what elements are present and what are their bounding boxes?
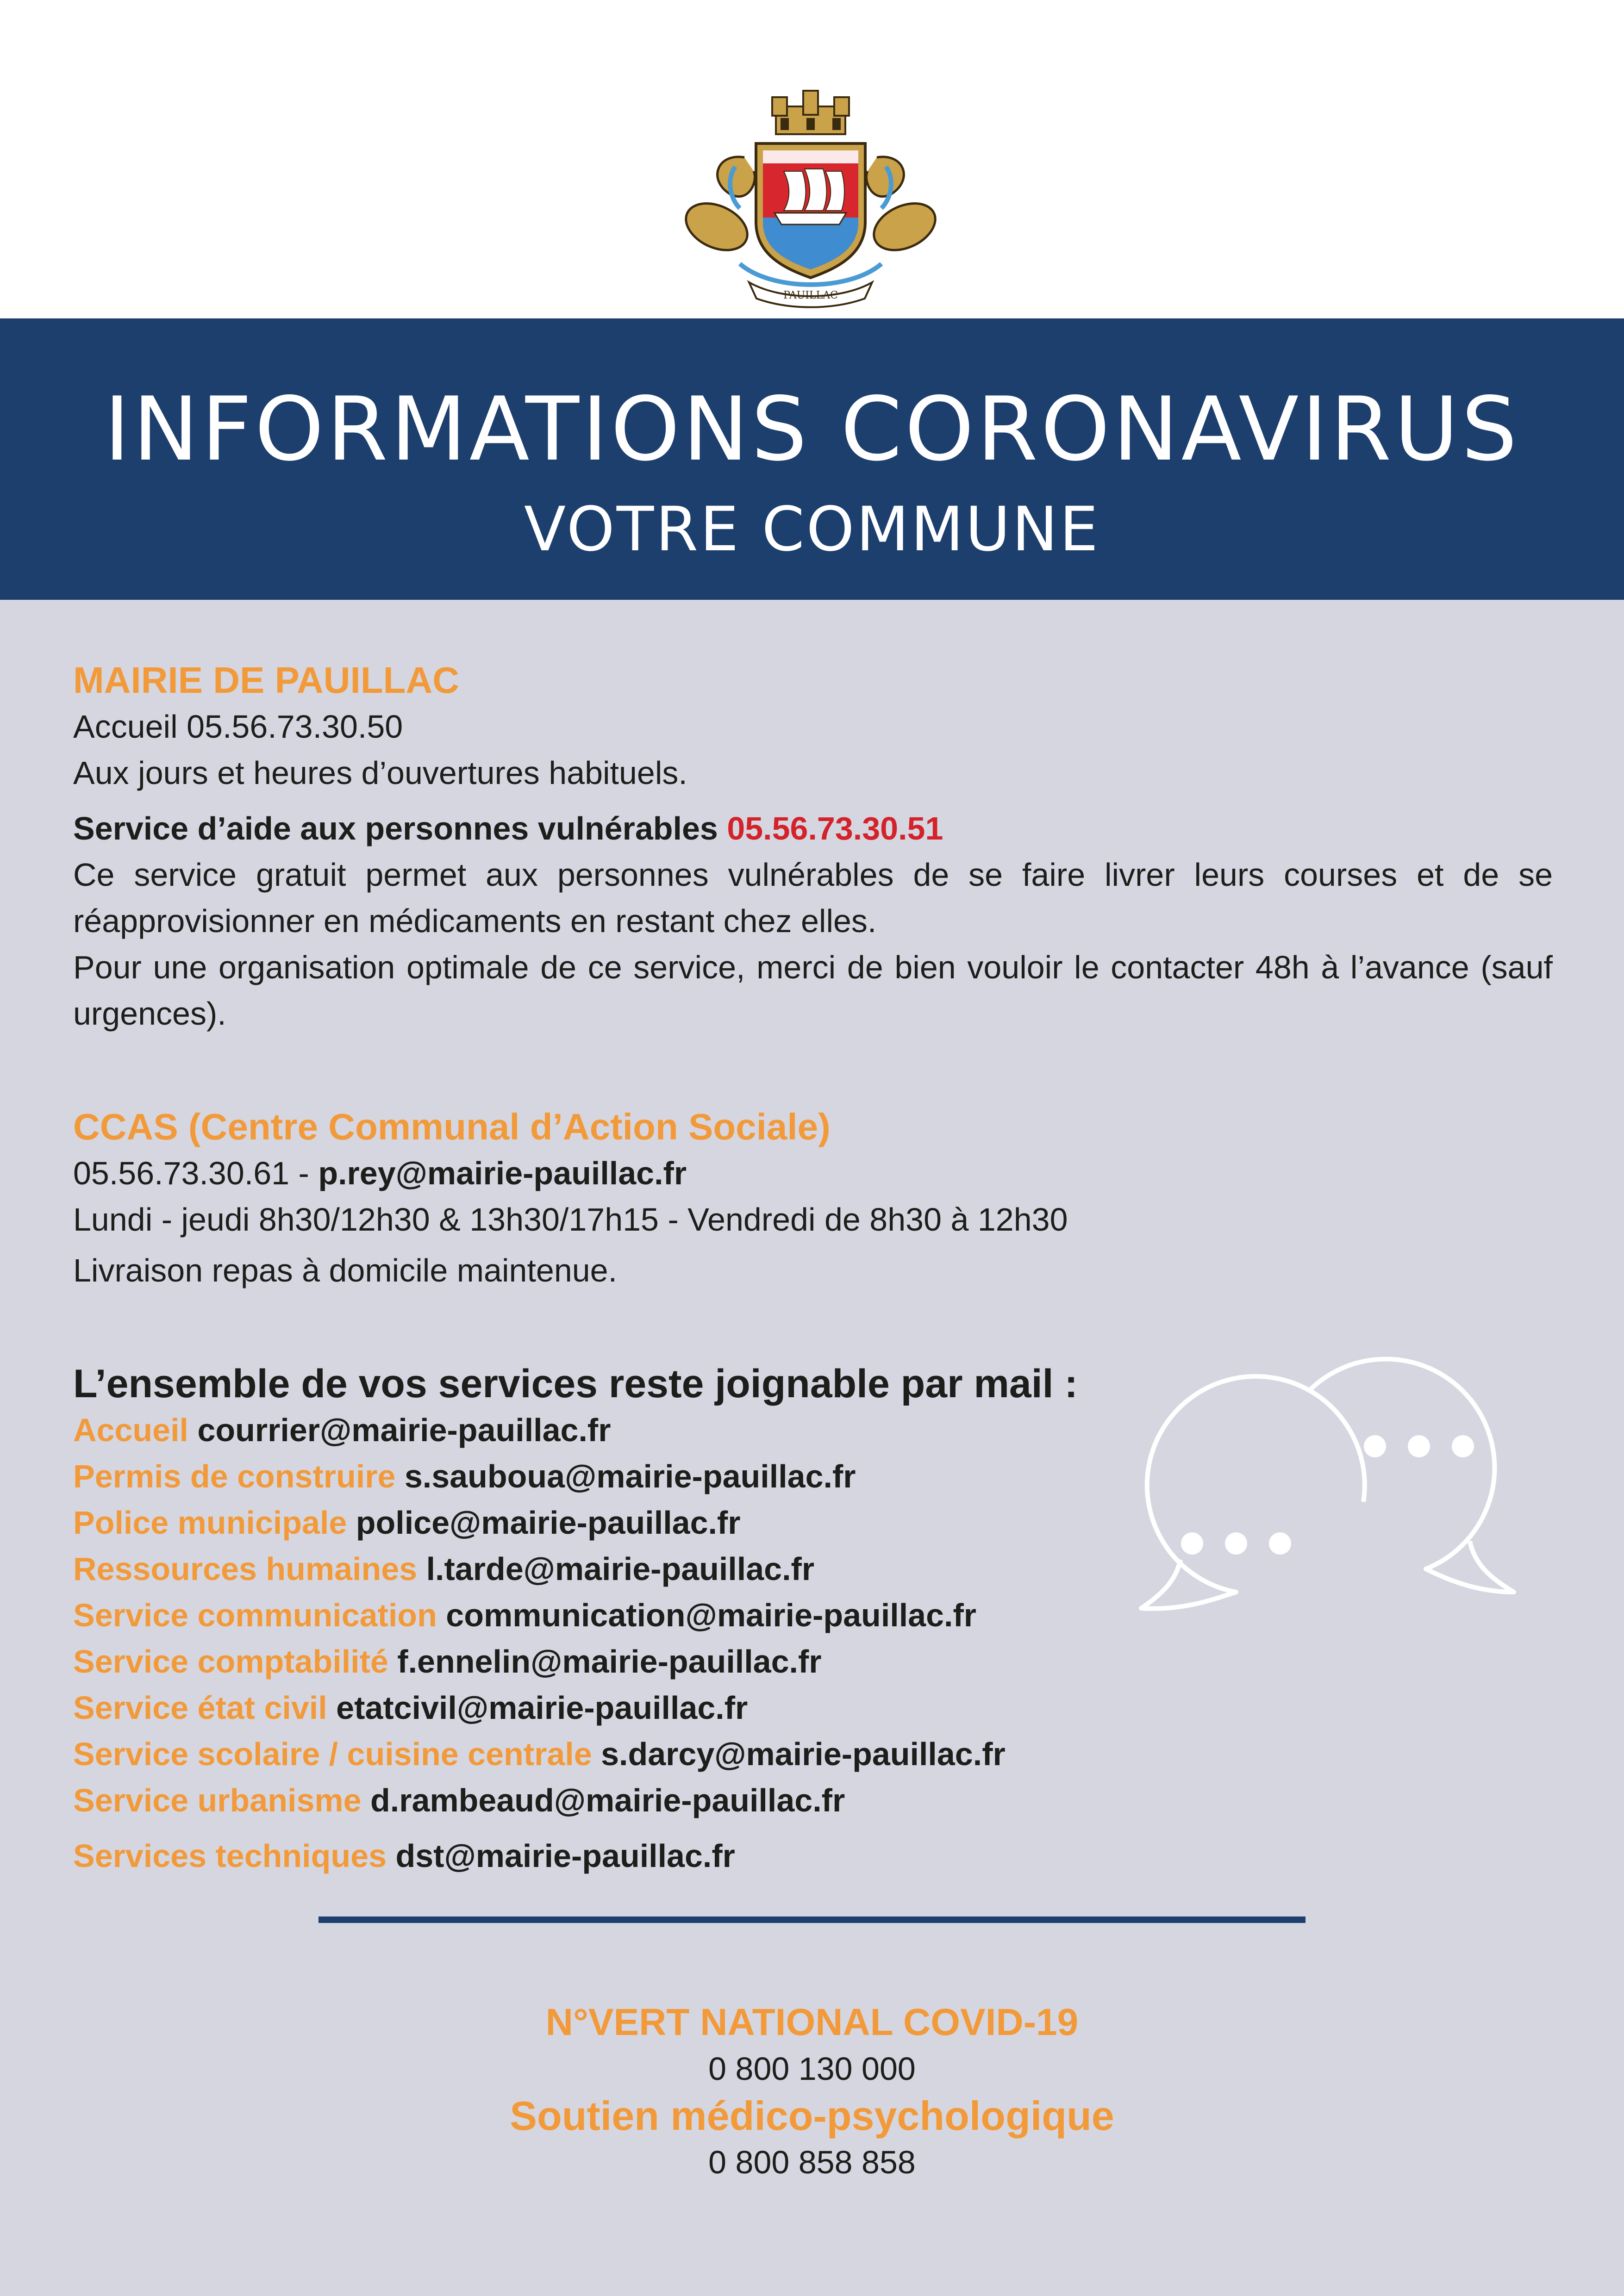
chat-bubbles-icon xyxy=(1130,1338,1523,1643)
vulnerable-service-description: Ce service gratuit permet aux personnes vulnérables de se faire livrer leurs courses et de se réapprovisionner en médicaments en restant chez elles. xyxy=(73,857,1553,939)
crown-icon xyxy=(772,91,849,134)
service-contact-row: Ressources humaines l.tarde@mairie-pauillac.fr xyxy=(73,1551,815,1587)
mairie-section xyxy=(73,657,1553,1037)
service-contact-row: Service comptabilité f.ennelin@mairie-pauillac.fr xyxy=(73,1643,822,1680)
service-contact-row: Service état civil etatcivil@mairie-pauillac.fr xyxy=(73,1690,748,1726)
ccas-delivery: Livraison repas à domicile maintenue. xyxy=(73,1252,618,1288)
support-title: Soutien médico-psychologique xyxy=(510,2093,1114,2139)
ccas-title: CCAS (Centre Communal d’Action Sociale) xyxy=(73,1106,831,1147)
vulnerable-service-line xyxy=(73,805,1553,852)
services-title: L’ensemble de vos services reste joignable par mail : xyxy=(73,1362,1078,1406)
service-contact-row: Services techniques dst@mairie-pauillac.fr xyxy=(73,1838,735,1874)
service-contact-row: Police municipale police@mairie-pauillac.fr xyxy=(73,1505,741,1541)
ccas-contact xyxy=(73,1150,1553,1196)
title-banner xyxy=(0,318,1624,600)
vulnerable-service-note: Pour une organisation optimale de ce service, merci de bien vouloir le contacter 48h à l’avance (sauf urgences). xyxy=(73,949,1553,1032)
service-contact-row: Service communication communication@mairie-pauillac.fr xyxy=(73,1597,977,1633)
vulnerable-service-phone: 05.56.73.30.51 xyxy=(727,810,943,846)
page-subtitle: VOTRE COMMUNE xyxy=(524,494,1100,565)
ccas-phone: 05.56.73.30.61 - xyxy=(73,1155,319,1191)
crest-text: PAUILLAC xyxy=(783,290,838,301)
national-title: N°VERT NATIONAL COVID-19 xyxy=(545,2001,1079,2043)
mairie-hours: Aux jours et heures d’ouvertures habituels. xyxy=(73,755,687,791)
national-phone: 0 800 130 000 xyxy=(708,2051,916,2087)
ccas-hours: Lundi - jeudi 8h30/12h30 & 13h30/17h15 - Vendredi de 8h30 à 12h30 xyxy=(73,1201,1068,1238)
national-numbers xyxy=(0,1999,1624,2185)
page-title: INFORMATIONS CORONAVIRUS xyxy=(104,378,1520,480)
section-divider xyxy=(319,1916,1305,1923)
service-contact-row: Permis de construire s.sauboua@mairie-pauillac.fr xyxy=(73,1458,856,1494)
service-contact-row: Service urbanisme d.rambeaud@mairie-pauillac.fr xyxy=(73,1782,845,1818)
service-contact-row: Service scolaire / cuisine centrale s.darcy@mairie-pauillac.fr xyxy=(73,1736,1006,1772)
service-contact-row: Accueil courrier@mairie-pauillac.fr xyxy=(73,1412,611,1448)
vulnerable-service-label: Service d’aide aux personnes vulnérables xyxy=(73,810,718,846)
support-phone: 0 800 858 858 xyxy=(708,2144,916,2180)
pauillac-crest-logo xyxy=(680,88,942,310)
ccas-section xyxy=(73,1104,1553,1294)
mairie-accueil: Accueil 05.56.73.30.50 xyxy=(73,709,403,745)
ccas-email[interactable]: p.rey@mairie-pauillac.fr xyxy=(318,1155,687,1191)
mairie-title: MAIRIE DE PAUILLAC xyxy=(73,660,460,701)
